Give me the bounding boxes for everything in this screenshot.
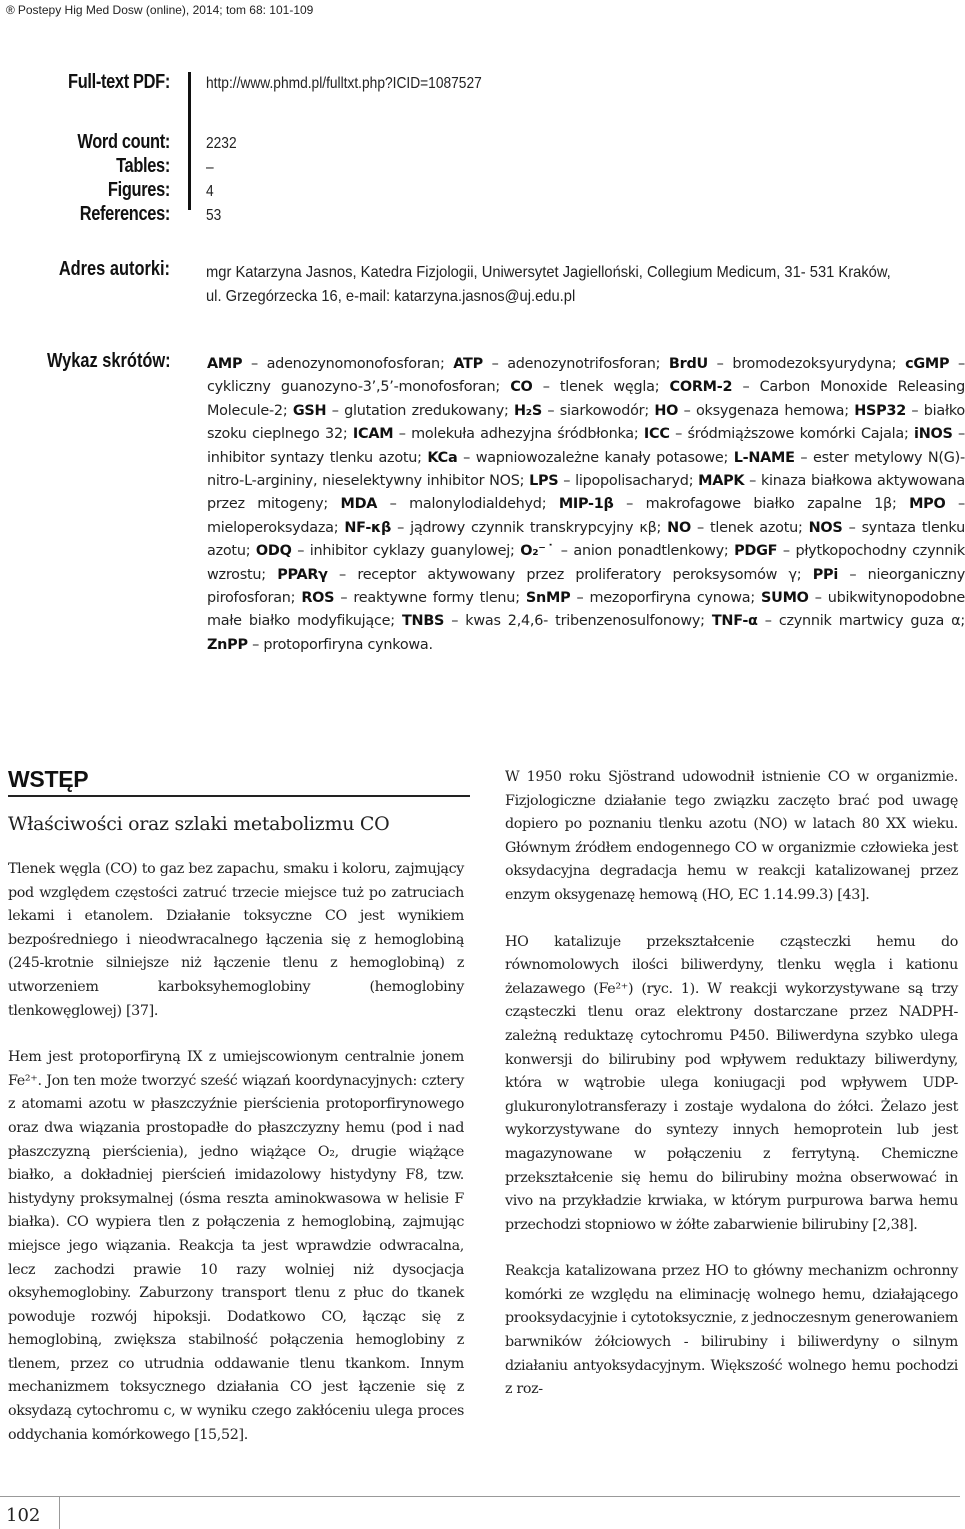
footer-tick xyxy=(59,1496,60,1529)
abbreviation-term: H₂S xyxy=(514,402,542,419)
abbreviation-entry: BrdU – bromodezoksyurydyna; xyxy=(668,356,906,372)
abbreviation-entry: HO – oksygenaza hemowa; xyxy=(654,402,855,419)
abbreviation-definition: białko szoku cieplnego 32 xyxy=(207,402,965,443)
abbreviation-term: NOS xyxy=(808,519,843,536)
tables-value: – xyxy=(206,159,214,176)
paragraph: Tlenek węgla (CO) to gaz bez zapachu, smaku i koloru, zajmujący pod względem częstości zatruć trzecie miejsce tuż po zatruciach lekami i etanolem. Działanie toksyczne CO jest wynikiem bezpośredniego i nieodwracalnego łączenia się z hemoglobiną (245-krotnie silniejsze niż łączenie tlenu z hemoglobiną) z utworzeniem karboksyhemoglobiny (hemoglobiny tlenkowęglowej) [37]. xyxy=(8,861,464,1019)
abbreviation-entry: PDGF – płytkopochodny czynnik wzrostu; xyxy=(207,543,965,583)
abbreviation-term: MIP-1β xyxy=(558,496,614,513)
abbreviation-entry: CO – tlenek węgla; xyxy=(510,379,670,396)
abbreviation-term: NO xyxy=(667,519,691,536)
abbreviation-definition: nieorganiczny pirofosforan xyxy=(207,566,965,607)
abbreviation-entry: TNF-α – czynnik martwicy guza α; xyxy=(711,613,965,630)
abbreviation-term: MPO xyxy=(909,496,946,513)
abbreviation-definition: czynnik martwicy guza α xyxy=(778,613,961,630)
abbreviation-term: PDGF xyxy=(734,543,778,560)
abbreviation-term: ATP xyxy=(453,356,483,372)
label-fulltext: Full-text PDF: xyxy=(67,71,170,93)
abbreviation-term: NF-κβ xyxy=(344,519,392,536)
abbreviation-entry: MAPK – kinaza białkowa aktywowana przez mitogeny; xyxy=(207,473,965,513)
abbreviation-definition: Carbon Monoxide Releasing Molecule-2 xyxy=(207,379,965,419)
abbreviation-entry: ZnPP – protoporfiryna cynkowa. xyxy=(207,636,433,653)
abbreviation-entry: AMP – adenozynomonofosforan; xyxy=(207,356,454,372)
abbreviation-term: iNOS xyxy=(914,426,953,443)
abbreviation-term: KCa xyxy=(427,449,458,466)
registered-mark: ® xyxy=(6,3,15,17)
column-left xyxy=(8,858,464,1447)
abbreviation-definition: molekuła adhezyjna śródbłonka xyxy=(411,426,634,443)
abbreviation-term: TNBS xyxy=(401,613,445,630)
abbreviation-entry: O₂⁻˙ – anion ponadtlenkowy; xyxy=(520,543,735,560)
section-title: WSTĘP xyxy=(8,766,89,792)
abbreviation-entry: CORM-2 – Carbon Monoxide Releasing Molecule-2; xyxy=(207,379,965,419)
journal-header xyxy=(6,3,313,17)
abbreviation-entry: MPO – mieloperoksydaza; xyxy=(207,496,965,536)
abbreviation-definition: malonylodialdehyd xyxy=(409,496,542,513)
abbreviation-term: BrdU xyxy=(668,356,708,372)
abbreviation-term: SUMO xyxy=(761,590,809,607)
abbreviation-definition: cykliczny guanozyno-3’,5’-monofosforan xyxy=(207,379,496,396)
references-value: 53 xyxy=(206,207,222,224)
abbreviation-entry: KCa – wapniowozależne kanały potasowe; xyxy=(427,449,734,466)
abbreviation-definition: wapniowozależne kanały potasowe xyxy=(475,449,724,466)
abbreviation-definition: adenozynotrifosforan xyxy=(507,356,656,372)
abbreviation-definition: mieloperoksydaza xyxy=(207,519,334,536)
abbreviations-label: Wykaz skrótów: xyxy=(47,350,171,372)
abbreviation-term: MDA xyxy=(340,496,378,513)
abbreviation-entry: NOS – syntaza tlenku azotu; xyxy=(207,519,965,560)
abbreviation-definition: jądrowy czynnik transkrypcyjny κβ xyxy=(410,519,657,536)
abbreviation-term: SnMP xyxy=(525,590,571,607)
abbreviation-entry: SUMO – ubikwitynopodobne małe białko modyfikujące; xyxy=(207,590,965,630)
abbreviation-term: CORM-2 xyxy=(669,379,733,396)
abbreviation-definition: siarkowodór xyxy=(559,402,645,419)
abbreviation-term: HO xyxy=(654,402,679,419)
footer-rule xyxy=(0,1496,960,1497)
abbreviation-term: GSH xyxy=(292,402,327,419)
abbreviation-entry: SnMP – mezoporfiryna cynowa; xyxy=(525,590,762,607)
abbreviation-definition: oksygenaza hemowa xyxy=(695,402,845,419)
abbreviation-term: ODQ xyxy=(255,543,292,560)
abbreviation-entry: NF-κβ – jądrowy czynnik transkrypcyjny κβ; xyxy=(344,519,668,536)
meta-values xyxy=(206,72,482,228)
abbreviation-term: MAPK xyxy=(698,473,745,490)
abbreviation-entry: ICAM – molekuła adhezyjna śródbłonka; xyxy=(352,426,644,443)
label-tables: Tables: xyxy=(116,155,170,177)
section-rule xyxy=(8,795,470,797)
abbreviation-definition: glutation zredukowany xyxy=(344,402,504,419)
abbreviation-entry: PPARγ – receptor aktywowany przez proliferatory peroksysomów γ; xyxy=(277,566,813,583)
abbreviation-definition: bromodezoksyurydyna xyxy=(732,356,892,372)
paragraph: HO katalizuje przekształcenie cząsteczki hemu do równomolowych ilości biliwerdyny, tlenku węgla i kationu żelazawego (Fe²⁺) (ryc. 1). W reakcji wykorzystywane są trzy cząsteczki tlenu oraz elektrony dostarczane przez NADPH-zależną reduktazę cytochromu P450. Biliwerdyna szybko ulega konwersji do bilirubiny pod wpływem reduktazy biliwerdyny, która w wątrobie ulega koniugacji pod wpływem UDP-glukuronylotransferazy i zostaje wydalona do żółci. Żelazo jest wykorzystywane do syntezy innych hemoprotein lub jest magazynowane w połączeniu z ferrytyną. Chemiczne przekształcenie się hemu do bilirubiny można obserwować in vivo na przykładzie krwiaka, w którym purpurowa barwa hemu przechodzi stopniowo w żółte zabarwienie bilirubiny [2,38]. xyxy=(505,933,958,1233)
abbreviation-term: LPS xyxy=(529,473,559,490)
column-right xyxy=(505,766,958,1402)
abbreviation-term: TNF-α xyxy=(711,613,758,630)
abbreviation-definition: płytkopochodny czynnik wzrostu xyxy=(207,543,965,583)
abbreviation-definition: syntaza tlenku azotu xyxy=(207,519,965,560)
abbreviation-definition: adenozynomonofosforan xyxy=(266,356,440,372)
abbreviation-entry: NO – tlenek azotu; xyxy=(667,519,809,536)
abbreviation-term: ICC xyxy=(643,426,670,443)
abbreviation-definition: reaktywne formy tlenu xyxy=(353,590,516,607)
abbreviation-entry: cGMP – cykliczny guanozyno-3’,5’-monofosforan; xyxy=(207,356,965,396)
label-references: References: xyxy=(79,203,170,225)
abbreviation-entry: MDA – malonylodialdehyd; xyxy=(340,496,559,513)
meta-labels xyxy=(47,70,170,226)
abbreviation-term: cGMP xyxy=(905,356,950,372)
abbreviation-entry: GSH – glutation zredukowany; xyxy=(292,402,514,419)
abbreviation-definition: inhibitor cyklazy guanylowej xyxy=(309,543,511,560)
abbreviation-entry: ATP – adenozynotrifosforan; xyxy=(453,356,669,372)
label-figures: Figures: xyxy=(107,179,170,201)
address-label: Adres autorki: xyxy=(58,258,170,280)
abbreviation-term: ZnPP xyxy=(207,636,248,653)
paragraph: Reakcja katalizowana przez HO to główny mechanizm ochronny komórki ze względu na eliminację wolnego hemu, działającego prooksydacyjnie i cytotoksycznie, z jednoczesnym generowaniem barwników żółciowych - bilirubiny i biliwerdyny o silnym działaniu antyoksydacyjnym. Większość wolnego hemu pochodzi z roz- xyxy=(505,1263,958,1398)
abbreviation-definition: tlenek węgla xyxy=(559,379,655,396)
abbreviation-definition: tlenek azotu xyxy=(709,519,798,536)
address-text: mgr Katarzyna Jasnos, Katedra Fizjologii, Uniwersytet Jagielloński, Collegium Medicum, 31- 531 Kraków, ul. Grzegórzecka 16, e-mail: katarzyna.jasnos@uj.edu.pl xyxy=(206,264,891,305)
abbreviation-term: O₂⁻˙ xyxy=(520,543,556,560)
abbreviation-entry: LPS – lipopolisacharyd; xyxy=(529,473,699,490)
abbreviation-entry: PPi – nieorganiczny pirofosforan; xyxy=(207,566,965,607)
abbreviation-definition: mezoporfiryna cynowa xyxy=(589,590,751,607)
abbreviation-entry: iNOS – inhibitor syntazy tlenku azotu; xyxy=(207,426,965,466)
subsection-title: Właściwości oraz szlaki metabolizmu CO xyxy=(8,813,390,835)
abbreviations-list xyxy=(207,353,965,657)
abbreviation-entry: HSP32 – białko szoku cieplnego 32; xyxy=(207,402,965,443)
abbreviation-definition: protoporfiryna cynkowa xyxy=(263,636,429,653)
abbreviation-term: AMP xyxy=(207,356,243,372)
journal-citation: Postepy Hig Med Dosw (online), 2014; tom 68: 101-109 xyxy=(17,3,314,17)
abbreviation-term: PPi xyxy=(812,566,839,583)
abbreviation-entry: L-NAME – ester metylowy N(G)-nitro-L-argininy, nieselektywny inhibitor NOS; xyxy=(207,449,965,490)
abbreviation-term: PPARγ xyxy=(277,566,328,583)
abbreviation-definition: śródmiąższowe komórki Cajala xyxy=(687,426,904,443)
fulltext-url[interactable]: http://www.phmd.pl/fulltxt.php?ICID=1087527 xyxy=(206,75,482,92)
abbreviation-definition: makrofagowe białko zapalne 1β xyxy=(645,496,892,513)
paragraph: W 1950 roku Sjöstrand udowodnił istnienie CO w organizmie. Fizjologiczne działanie tego związku zaczęto brać pod uwagę dopiero po poznaniu tlenku azotu (NO) w latach 80 XX wieku. Głównym źródłem endogennego CO w organizmie człowieka jest oksydacyjna degradacja hemu w reakcji katalizowanej przez enzym oksygenazę hemową (HO, EC 1.14.99.3) [43]. xyxy=(505,769,958,903)
abbreviation-entry: ICC – śródmiąższowe komórki Cajala; xyxy=(643,426,915,443)
abbreviation-definition: receptor aktywowany przez proliferatory peroksysomów γ xyxy=(357,566,797,583)
abbreviation-term: ICAM xyxy=(352,426,394,443)
abbreviation-term: L-NAME xyxy=(733,449,795,466)
meta-divider xyxy=(188,72,191,210)
abbreviation-definition: kwas 2,4,6- tribenzenosulfonowy xyxy=(465,613,701,630)
word-count-value: 2232 xyxy=(206,135,237,152)
label-word-count: Word count: xyxy=(77,131,170,153)
abbreviation-entry: ROS – reaktywne formy tlenu; xyxy=(301,590,526,607)
page-number: 102 xyxy=(6,1505,41,1526)
abbreviation-definition: ubikwitynopodobne małe białko modyfikujące xyxy=(207,590,965,630)
figures-value: 4 xyxy=(206,183,214,200)
abbreviation-entry: TNBS – kwas 2,4,6- tribenzenosulfonowy; xyxy=(401,613,712,630)
abbreviation-entry: ODQ – inhibitor cyklazy guanylowej; xyxy=(255,543,521,560)
abbreviation-term: ROS xyxy=(301,590,335,607)
abbreviation-term: CO xyxy=(510,379,533,396)
abbreviation-definition: anion ponadtlenkowy xyxy=(573,543,724,560)
abbreviation-entry: H₂S – siarkowodór; xyxy=(514,402,655,419)
abbreviation-definition: ester metylowy N(G)-nitro-L-argininy, nieselektywny inhibitor NOS xyxy=(207,449,965,490)
abbreviation-term: HSP32 xyxy=(854,402,906,419)
abbreviation-definition: inhibitor syntazy tlenku azotu xyxy=(207,449,418,466)
abbreviation-definition: kinaza białkowa aktywowana przez mitogeny xyxy=(207,473,965,513)
abbreviation-entry: MIP-1β – makrofagowe białko zapalne 1β; xyxy=(558,496,910,513)
paragraph: Hem jest protoporfiryną IX z umiejscowionym centralnie jonem Fe²⁺. Jon ten może tworzyć sześć wiązań koordynacyjnych: cztery z atomami azotu w płaszczyźnie pierścienia protoporfirynowego oraz dwa wiązania prostopadłe do płaszczyzny hemu (pod i nad płaszczyzną pierścienia), jedno wiążące O₂, drugie wiążące białko, a dokładniej pierścień imidazolowy histydyny F8, tzw. histydyny proksymalnej (ósma reszta aminokwasowa w helisie F białka). CO wypiera tlen z połączenia z hemoglobiną, zajmując miejsce jego wiązania. Reakcja ta jest wprawdzie odwracalna, lecz zachodzi prawie 10 razy wolniej niż dysocjacja oksyhemoglobiny. Zaburzony transport tlenu z płuc do tkanek powoduje rozwój hipoksji. Dodatkowo CO, łącząc się z hemoglobiną, zwiększa stabilność połączenia hemoglobiny z tlenem, przez co utrudnia oddawanie tlenu tkankom. Innym mechanizmem toksycznego działania CO jest łączenie się z oksydazą cytochromu c, w wyniku czego zakłóceniu ulega proces oddychania komórkowego [15,52]. xyxy=(8,1049,464,1443)
abbreviation-definition: lipopolisacharyd xyxy=(575,473,689,490)
